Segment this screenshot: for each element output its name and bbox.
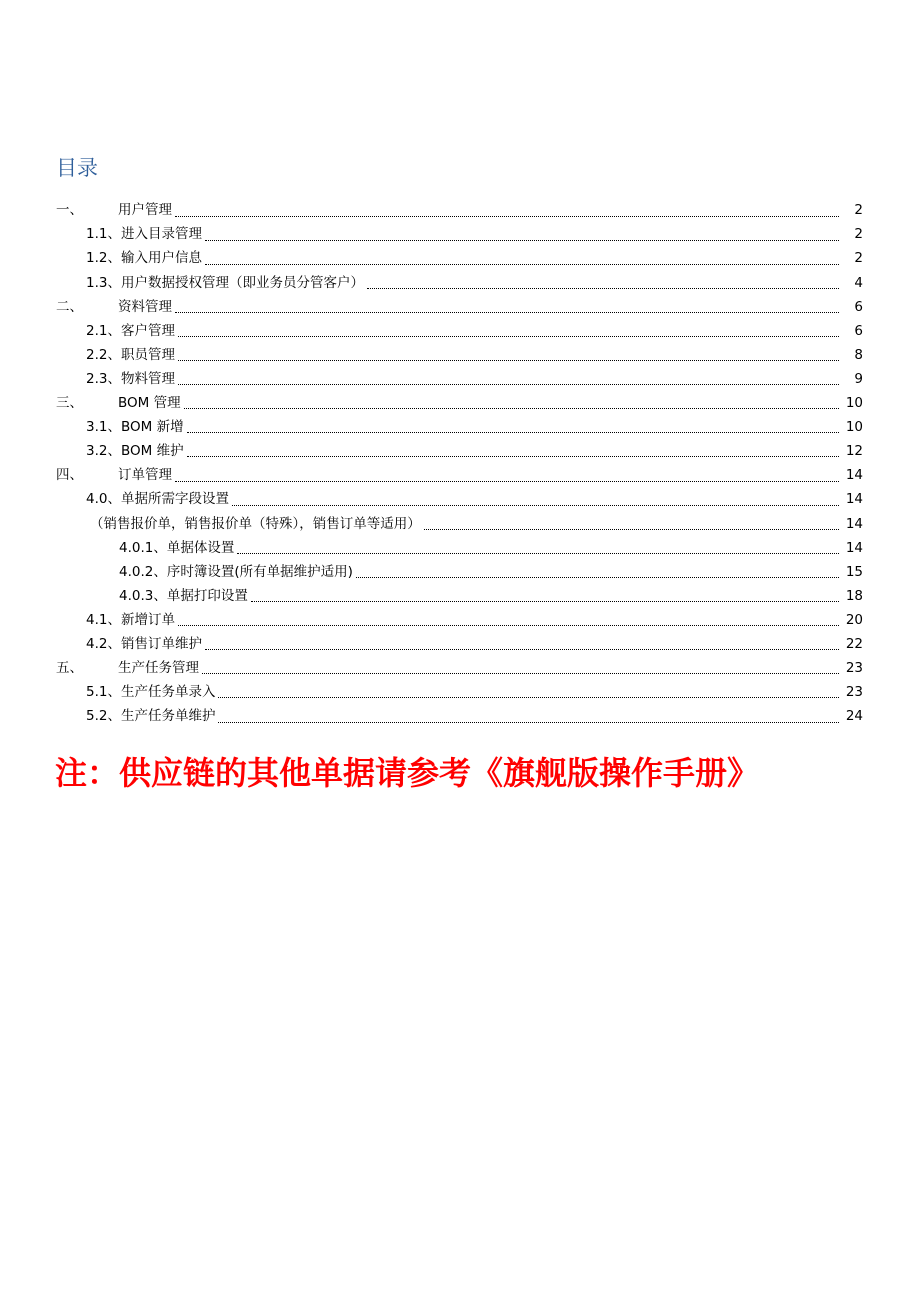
toc-entry-title: BOM 维护 xyxy=(120,443,184,460)
toc-entry[interactable] xyxy=(0,344,920,368)
toc-entry-title: 单据打印设置 xyxy=(166,587,248,604)
toc-entry-page: 14 xyxy=(845,491,863,508)
toc-entry-number: 4.0.1、 xyxy=(119,539,167,556)
toc-entry-number: 4.0.2、 xyxy=(119,563,167,580)
toc-entry-title: 生产任务管理 xyxy=(118,660,199,677)
toc-heading: 目录 xyxy=(56,156,98,180)
toc-entry-page: 8 xyxy=(854,346,863,363)
toc-entry[interactable] xyxy=(0,681,920,705)
toc-entry[interactable] xyxy=(0,536,920,560)
toc-entry-title: 客户管理 xyxy=(120,322,175,339)
dot-leader xyxy=(175,312,839,313)
toc-entry-number: 2.3、 xyxy=(86,370,121,387)
toc-list xyxy=(0,199,920,729)
toc-entry-page: 24 xyxy=(845,708,863,725)
toc-entry[interactable] xyxy=(0,416,920,440)
toc-entry-title: BOM 新增 xyxy=(120,419,184,436)
dot-leader xyxy=(218,722,839,723)
toc-entry[interactable] xyxy=(0,295,920,319)
toc-entry[interactable] xyxy=(0,560,920,584)
toc-entry-page: 14 xyxy=(845,539,863,556)
toc-entry-title: 单据所需字段设置 xyxy=(120,491,229,508)
toc-entry-number: 3.2、 xyxy=(86,443,121,460)
dot-leader xyxy=(218,697,839,698)
toc-entry-page: 23 xyxy=(845,684,863,701)
dot-leader xyxy=(205,240,839,241)
toc-entry-number: 4.2、 xyxy=(86,635,121,652)
note-text: 注：供应链的其他单据请参考《旗舰版操作手册》 xyxy=(55,754,760,792)
toc-entry-title: 生产任务单维护 xyxy=(120,708,216,725)
toc-entry-number: 3.1、 xyxy=(86,419,121,436)
toc-entry-title: 销售订单维护 xyxy=(120,635,202,652)
toc-entry-page: 6 xyxy=(854,298,863,315)
toc-entry-title: 用户数据授权管理（即业务员分管客户） xyxy=(120,274,364,291)
toc-entry-page: 9 xyxy=(854,370,863,387)
dot-leader xyxy=(178,384,839,385)
dot-leader xyxy=(202,673,839,674)
toc-entry-number: 5.2、 xyxy=(86,708,121,725)
toc-entry-page: 10 xyxy=(845,419,863,436)
toc-entry[interactable] xyxy=(0,633,920,657)
toc-entry-number: 5.1、 xyxy=(86,684,121,701)
toc-entry[interactable] xyxy=(0,512,920,536)
toc-entry-title: 用户管理 xyxy=(118,202,172,219)
toc-entry[interactable] xyxy=(0,488,920,512)
toc-entry-number: 4.0.3、 xyxy=(119,587,167,604)
toc-entry-page: 22 xyxy=(845,635,863,652)
toc-entry-page: 2 xyxy=(854,226,863,243)
dot-leader xyxy=(187,456,839,457)
dot-leader xyxy=(424,529,839,530)
dot-leader xyxy=(178,360,839,361)
toc-entry-number: 五、 xyxy=(56,660,83,677)
toc-entry-page: 20 xyxy=(845,611,863,628)
dot-leader xyxy=(356,577,839,578)
dot-leader xyxy=(251,601,839,602)
toc-entry-page: 15 xyxy=(845,563,863,580)
dot-leader xyxy=(178,625,839,626)
toc-entry-number: 2.1、 xyxy=(86,322,121,339)
toc-entry-number: 一、 xyxy=(56,202,83,219)
toc-entry[interactable] xyxy=(0,657,920,681)
toc-entry-page: 2 xyxy=(854,250,863,267)
toc-entry-number: 1.3、 xyxy=(86,274,121,291)
toc-entry-title: 新增订单 xyxy=(120,611,175,628)
toc-entry-page: 18 xyxy=(845,587,863,604)
dot-leader xyxy=(178,336,839,337)
toc-entry-number: 1.1、 xyxy=(86,226,121,243)
toc-entry-title: 物料管理 xyxy=(120,370,175,387)
toc-entry-page: 6 xyxy=(854,322,863,339)
toc-entry-title: 职员管理 xyxy=(120,346,175,363)
toc-entry-page: 23 xyxy=(845,660,863,677)
toc-entry[interactable] xyxy=(0,609,920,633)
toc-entry-number: 2.2、 xyxy=(86,346,121,363)
dot-leader xyxy=(184,408,839,409)
toc-entry-title: （销售报价单，销售报价单（特殊），销售订单等适用） xyxy=(90,515,421,532)
toc-entry[interactable] xyxy=(0,199,920,223)
dot-leader xyxy=(175,216,839,217)
toc-entry-page: 14 xyxy=(845,515,863,532)
toc-entry[interactable] xyxy=(0,247,920,271)
toc-entry-title: 订单管理 xyxy=(118,467,172,484)
toc-entry-number: 4.0、 xyxy=(86,491,121,508)
toc-entry-page: 14 xyxy=(845,467,863,484)
toc-entry[interactable] xyxy=(0,464,920,488)
dot-leader xyxy=(205,649,839,650)
toc-entry[interactable] xyxy=(0,705,920,729)
dot-leader xyxy=(187,432,839,433)
toc-entry[interactable] xyxy=(0,223,920,247)
toc-entry-number: 1.2、 xyxy=(86,250,121,267)
toc-entry-page: 4 xyxy=(854,274,863,291)
toc-entry[interactable] xyxy=(0,392,920,416)
toc-entry-page: 12 xyxy=(845,443,863,460)
dot-leader xyxy=(175,481,839,482)
toc-entry[interactable] xyxy=(0,368,920,392)
dot-leader xyxy=(205,264,839,265)
toc-entry-title: 资料管理 xyxy=(118,298,172,315)
toc-entry-number: 四、 xyxy=(56,467,83,484)
toc-entry-title: BOM 管理 xyxy=(118,395,181,412)
toc-entry-number: 三、 xyxy=(56,395,83,412)
toc-entry[interactable] xyxy=(0,585,920,609)
toc-entry[interactable] xyxy=(0,271,920,295)
dot-leader xyxy=(232,505,839,506)
toc-entry-title: 生产任务单录入 xyxy=(120,684,216,701)
toc-entry[interactable] xyxy=(0,440,920,464)
toc-entry-number: 4.1、 xyxy=(86,611,121,628)
toc-entry-number: 二、 xyxy=(56,298,83,315)
toc-entry-page: 10 xyxy=(845,395,863,412)
dot-leader xyxy=(237,553,839,554)
dot-leader xyxy=(367,288,839,289)
toc-entry-title: 序时簿设置(所有单据维护适用) xyxy=(166,563,353,580)
toc-entry-page: 2 xyxy=(854,202,863,219)
toc-entry-title: 单据体设置 xyxy=(166,539,235,556)
toc-entry-title: 进入目录管理 xyxy=(120,226,202,243)
toc-entry-title: 输入用户信息 xyxy=(120,250,202,267)
toc-entry[interactable] xyxy=(0,319,920,343)
